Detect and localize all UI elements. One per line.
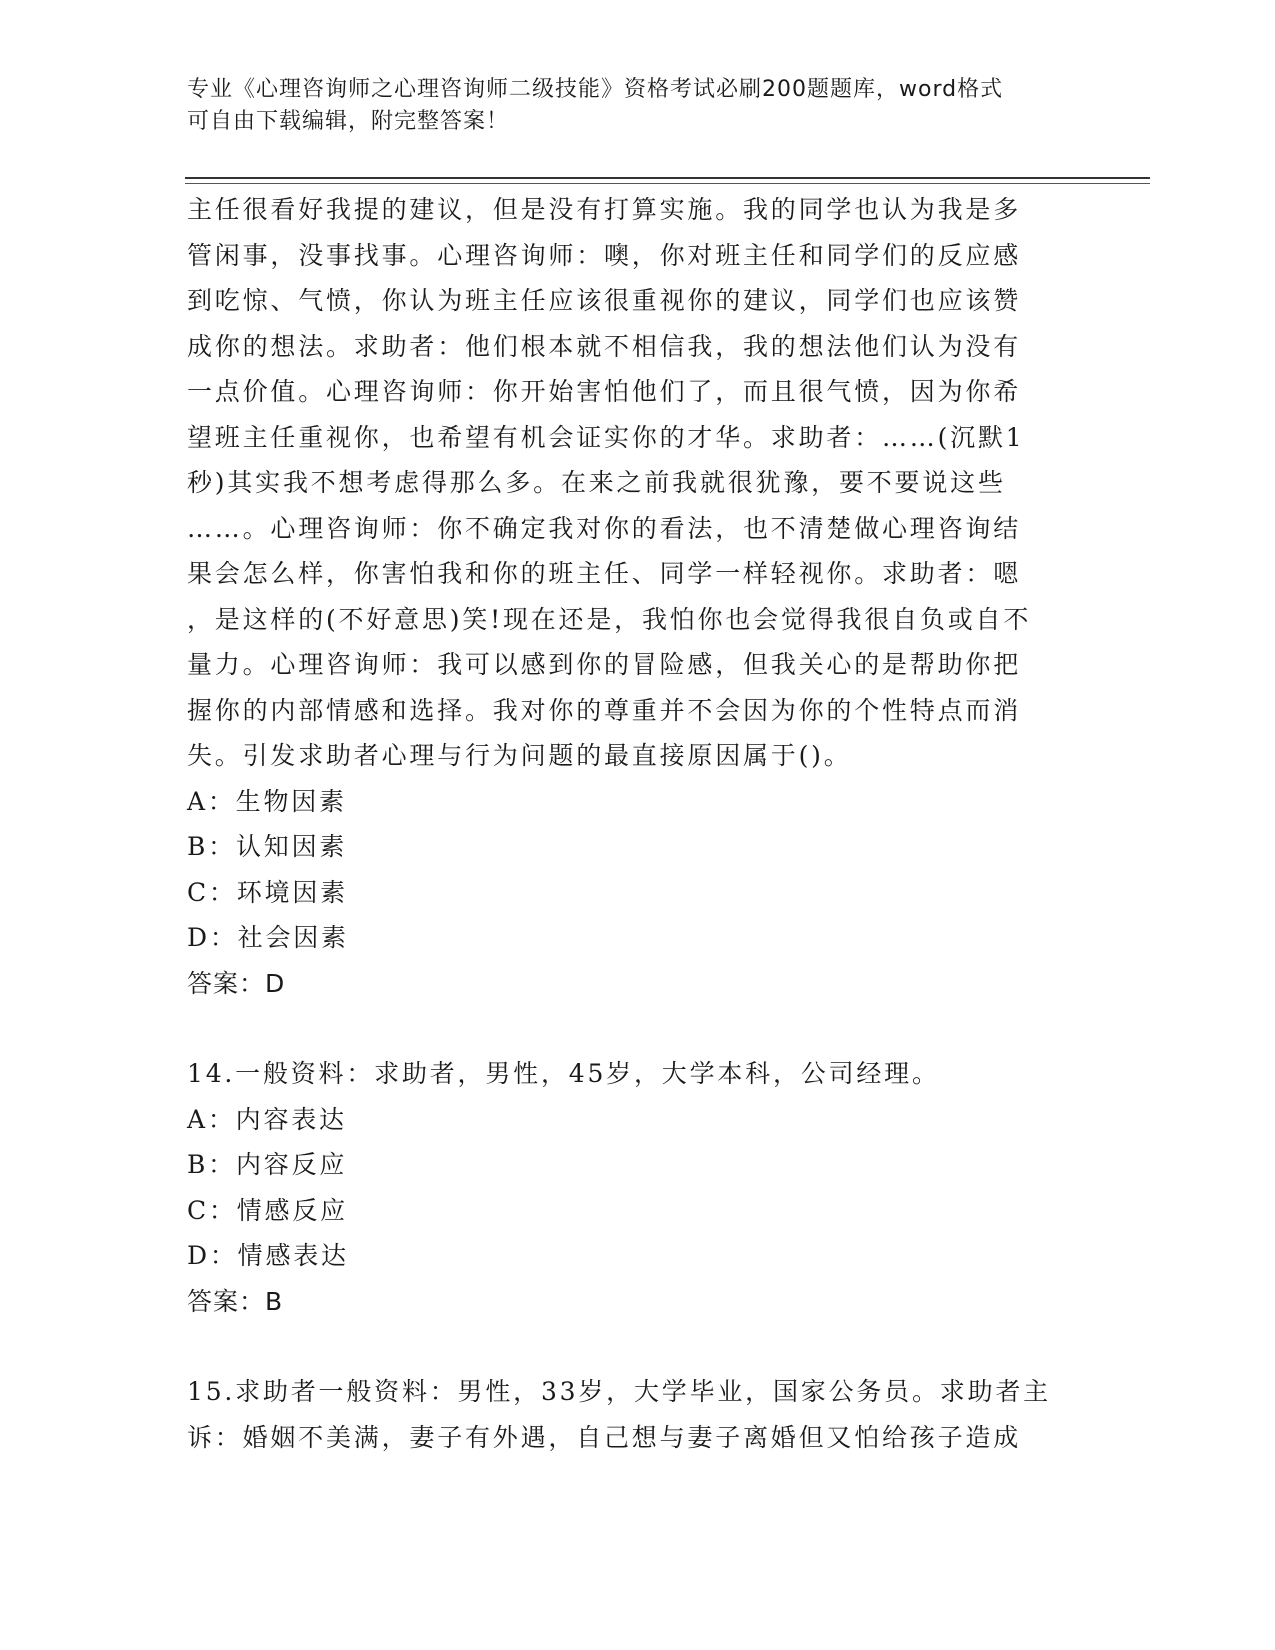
question-stem-line: 管闲事，没事找事。心理咨询师：噢，你对班主任和同学们的反应感: [187, 240, 1022, 270]
question-stem-line: 失。引发求助者心理与行为问题的最直接原因属于()。: [187, 741, 852, 770]
question-stem-line: 到吃惊、气愤，你认为班主任应该很重视你的建议，同学们也应该赞: [187, 286, 1022, 315]
question-stem-line: 14.一般资料：求助者，男性，45岁，大学本科，公司经理。: [187, 1059, 940, 1088]
option-a: A：内容表达: [187, 1104, 347, 1134]
header-line-2: 可自由下载编辑，附完整答案！: [187, 109, 510, 134]
question-stem-line: 秒)其实我不想考虑得那么多。在来之前我就很犹豫，要不要说这些: [187, 468, 1006, 497]
option-c: C：情感反应: [187, 1195, 348, 1225]
question-stem-line: ，是这样的(不好意思)笑!现在还是，我怕你也会觉得我很自负或自不: [187, 604, 1032, 634]
question-stem-line: 量力。心理咨询师：我可以感到你的冒险感，但我关心的是帮助你把: [187, 650, 1022, 679]
option-b: B：认知因素: [187, 832, 348, 861]
document-body: [187, 187, 1087, 1460]
option-a: A：生物因素: [187, 786, 347, 816]
question-stem-line: 主任很看好我提的建议，但是没有打算实施。我的同学也认为我是多: [187, 195, 1022, 224]
question-13: [187, 187, 1087, 1006]
question-stem-line: 15.求助者一般资料：男性，33岁，大学毕业，国家公务员。求助者主: [187, 1377, 1051, 1406]
document-header: [187, 74, 1087, 138]
option-d: D：情感表达: [187, 1241, 349, 1270]
question-stem-line: 一点价值。心理咨询师：你开始害怕他们了，而且很气愤，因为你希: [187, 377, 1022, 406]
option-d: D：社会因素: [187, 923, 349, 952]
option-c: C：环境因素: [187, 877, 348, 907]
header-rule-thick: [185, 177, 1150, 179]
question-spacer: [187, 1324, 1087, 1369]
question-14: [187, 1051, 1087, 1324]
question-stem-line: 握你的内部情感和选择。我对你的尊重并不会因为你的个性特点而消: [187, 695, 1022, 725]
question-15: [187, 1369, 1087, 1460]
question-stem-line: 成你的想法。求助者：他们根本就不相信我，我的想法他们认为没有: [187, 331, 1022, 361]
header-rule-thin: [185, 183, 1150, 184]
header-line-1: 专业《心理咨询师之心理咨询师二级技能》资格考试必刷200题题库，word格式: [187, 77, 1004, 102]
answer-line: 答案：D: [187, 968, 286, 998]
question-stem-line: ……。心理咨询师：你不确定我对你的看法，也不清楚做心理咨询结: [187, 513, 1022, 543]
answer-line: 答案：B: [187, 1286, 284, 1316]
question-stem-line: 诉：婚姻不美满，妻子有外遇，自己想与妻子离婚但又怕给孩子造成: [187, 1422, 1022, 1452]
question-spacer: [187, 1006, 1087, 1051]
option-b: B：内容反应: [187, 1150, 348, 1179]
question-stem-line: 果会怎么样，你害怕我和你的班主任、同学一样轻视你。求助者：嗯: [187, 559, 1022, 588]
question-stem-line: 望班主任重视你，也希望有机会证实你的才华。求助者：……(沉默1: [187, 422, 1025, 452]
